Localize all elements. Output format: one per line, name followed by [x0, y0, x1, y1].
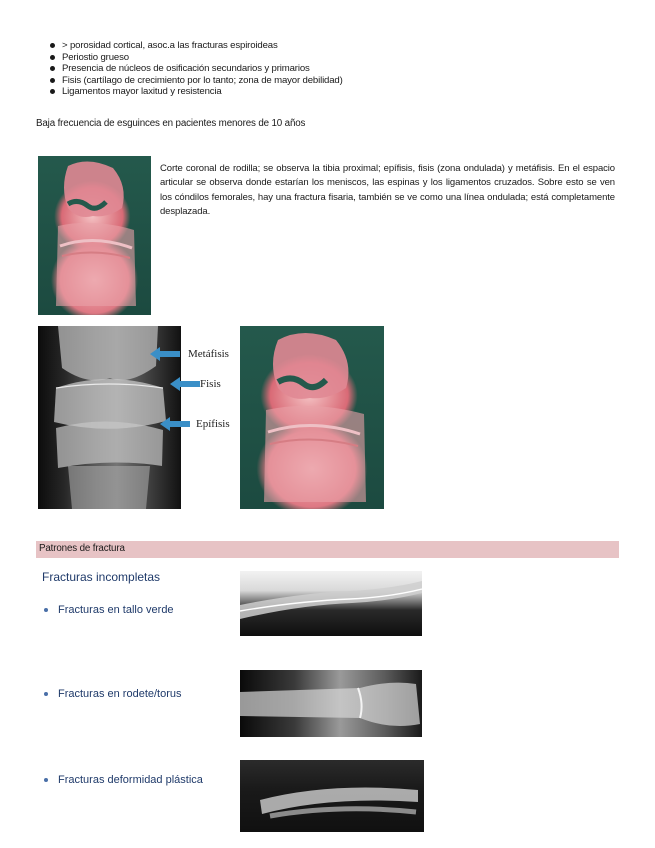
fractures-heading: Fracturas incompletas [42, 570, 161, 584]
bullet-icon [44, 778, 48, 782]
arrow-left-icon [160, 417, 190, 431]
bullet-icon [50, 43, 55, 48]
list-item: Fisis (cartílago de crecimiento por lo tanto; zona de mayor debilidad) [62, 75, 343, 87]
low-frequency-note: Baja frecuencia de esguinces en pacientes menores de 10 años [36, 118, 306, 129]
list-item: Fracturas en rodete/torus [44, 688, 182, 700]
list-item: Fracturas en tallo verde [44, 604, 174, 616]
bullet-icon [50, 78, 55, 83]
list-item: Periostio grueso [62, 52, 343, 64]
list-item: > porosidad cortical, asoc.a las fracturas espiroideas [62, 40, 343, 52]
section-header [36, 541, 619, 558]
knee-description: Corte coronal de rodilla; se observa la tibia proximal; epífisis, fisis (zona ondulada) y metáfisis. En el espacio articular se observa donde estarían los meniscos, las espinas y los ligamentos cruzados. Sobre esto se ven los cóndilos femorales, hay una fractura fisaria, también se ve como una línea ondulada; está completamente desplazada. [160, 163, 615, 218]
torus-xray-image [240, 670, 422, 737]
arrow-left-icon [170, 377, 200, 391]
characteristics-list [62, 40, 343, 98]
list-item: Fracturas deformidad plástica [44, 774, 203, 786]
bullet-icon [50, 55, 55, 60]
bullet-icon [50, 66, 55, 71]
bullet-icon [50, 89, 55, 94]
list-item: Ligamentos mayor laxitud y resistencia [62, 86, 343, 98]
label-metafisis: Metáfisis [188, 348, 229, 360]
arrow-left-icon [150, 347, 180, 361]
label-fisis: Fisis [200, 378, 221, 390]
knee-specimen-photo-labeled [240, 326, 384, 509]
bullet-icon [44, 608, 48, 612]
bullet-icon [44, 692, 48, 696]
section-title: Patrones de fractura [39, 543, 125, 554]
label-epifisis: Epífisis [196, 418, 230, 430]
plastic-deformity-xray-image [240, 760, 424, 832]
greenstick-xray-image [240, 571, 422, 636]
list-item: Presencia de núcleos de osificación secundarios y primarios [62, 63, 343, 75]
knee-specimen-photo [38, 156, 151, 315]
